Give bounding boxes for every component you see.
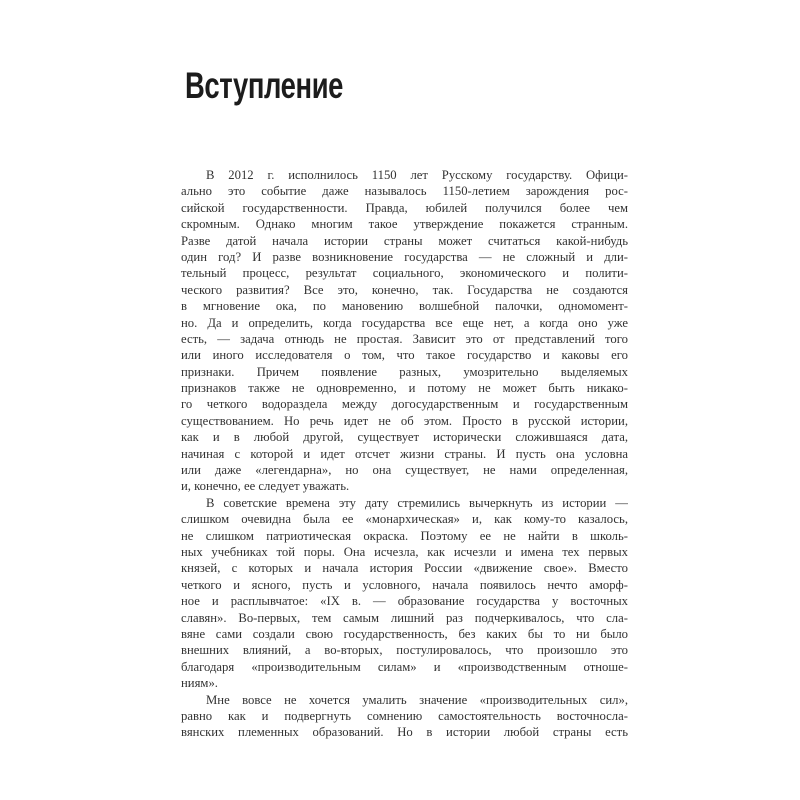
text-line: начиная с которой и идет отсчет жизни страны. И пусть она условна (181, 446, 628, 461)
text-line: или иного исследователя о том, что такое государство и каковы его (181, 348, 628, 363)
text-line: четкого и ясного, пусть и условного, начала появилось нечто аморф- (181, 577, 628, 592)
text-line: равно как и подвергнуть сомнению самостоятельность восточносла- (181, 708, 628, 723)
text-line: ниям». (181, 676, 218, 691)
text-line: ально это событие даже называлось 1150-летием зарождения рос- (181, 184, 628, 199)
text-line: тельный процесс, результат социального, экономического и полити- (181, 266, 628, 281)
text-line: и, конечно, ее следует уважать. (181, 479, 350, 494)
text-line: В 2012 г. исполнилось 1150 лет Русскому государству. Офици- (206, 168, 628, 182)
text-line: го четкого водораздела между догосударственным и государственным (181, 397, 628, 412)
text-line: признаки. Причем появление разных, умозрительно выделяемых (181, 364, 628, 379)
text-line: ных учебниках той поры. Она исчезла, как исчезли и имена тех первых (181, 544, 628, 559)
text-line: благодаря «производительным силам» и «производственным отноше- (181, 659, 628, 674)
body-text (181, 167, 628, 741)
text-line: В советские времена эту дату стремились вычеркнуть из истории — (206, 495, 628, 510)
text-line: признаков также не одновременно, и потому не может быть никако- (181, 381, 628, 396)
text-line: как и в любой другой, существует исторически сложившаяся дата, (181, 430, 628, 445)
text-line: слишком очевидна была ее «монархическая» и, как кому-то казалось, (181, 512, 628, 527)
text-line: Разве датой начала истории страны может считаться какой-нибудь (181, 233, 628, 248)
text-line: сийской государственности. Правда, юбилей получился более чем (181, 200, 628, 215)
text-line: скромным. Однако многим такое утверждение покажется странным. (181, 217, 628, 232)
text-line: один год? И разве возникновение государства — не сложный и дли- (181, 249, 628, 264)
text-line: есть, — задача отнюдь не простая. Зависит это от представлений того (181, 331, 628, 346)
text-line: внешних влияний, а во-вторых, постулировалось, что произошло это (181, 643, 628, 658)
text-line: вянских племенных образований. Но в истории любой страны есть (181, 725, 628, 740)
text-line: не слишком патриотическая окраска. Поэтому ее не найти в школь- (181, 528, 628, 543)
text-line: славян». Во-первых, тем самым лишний раз подчеркивалось, что сла- (181, 610, 628, 625)
text-line: ное и расплывчатое: «IX в. — образование государства у восточных (181, 594, 628, 609)
page-title: Вступление (185, 65, 344, 106)
text-line: князей, с которых и начала история России «движение свое». Вместо (181, 561, 628, 576)
text-line: вяне сами создали свою государственность, без каких бы то ни было (181, 626, 628, 641)
text-line: существованием. Но речь идет не об этом. Просто в русской истории, (181, 413, 628, 428)
text-line: Мне вовсе не хочется умалить значение «производительных сил», (206, 692, 628, 707)
text-line: или даже «легендарна», но она существует, не нами определенная, (181, 463, 628, 478)
text-line: в мгновение ока, по мановению волшебной палочки, одномомент- (181, 299, 628, 314)
text-line: ческого развития? Все это, конечно, так. Государства не создаются (181, 282, 628, 297)
text-line: но. Да и определить, когда государства все еще нет, а когда оно уже (181, 315, 628, 330)
